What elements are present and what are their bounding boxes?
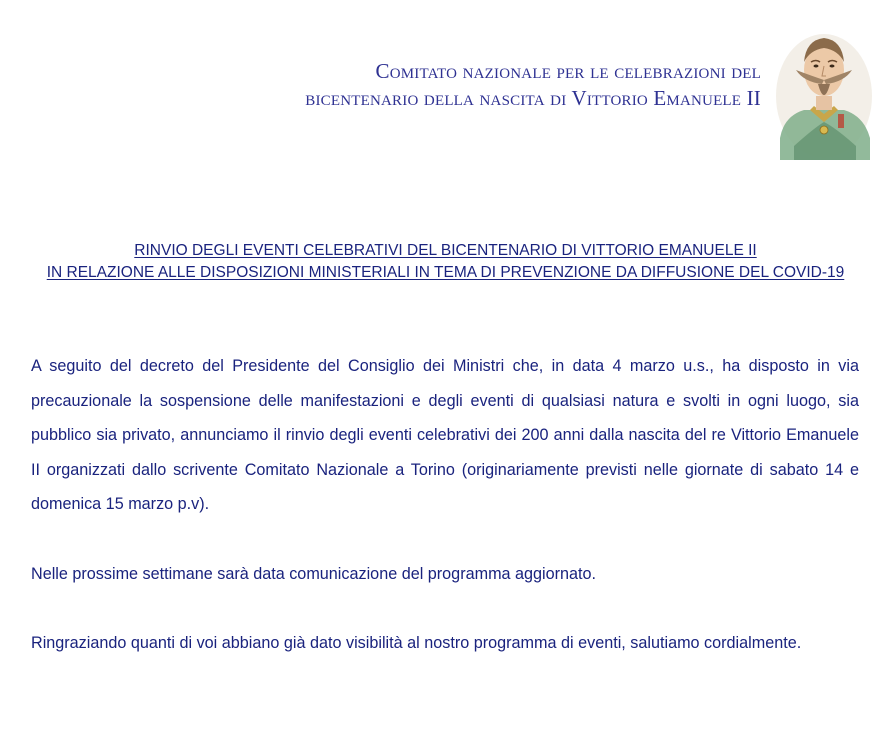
header-line-2: bicentenario della nascita di Vittorio Emanuele II [305, 86, 761, 110]
title-line-1: RINVIO DEGLI EVENTI CELEBRATIVI DEL BICENTENARIO DI VITTORIO EMANUELE II [134, 242, 757, 259]
announcement-title [0, 240, 891, 284]
committee-header [305, 58, 761, 112]
vittorio-emanuele-portrait [774, 18, 874, 160]
paragraph-thanks: Ringraziando quanti di voi abbiano già dato visibilità al nostro programma di eventi, salutiamo cordialmente. [31, 634, 802, 652]
paragraph-decree: A seguito del decreto del Presidente del Consiglio dei Ministri che, in data 4 marzo u.s., ha disposto in via precauzionale la sospensione delle manifestazioni e degli eventi di qualsiasi natura e svolti in ogni luogo, sia pubblico sia privato, annunciamo il rinvio degli eventi celebrativi dei 200 anni dalla nascita del re Vittorio Emanuele II organizzati dallo scrivente Comitato Nazionale a Torino (originariamente previsti nelle giornate di sabato 14 e domenica 15 marzo p.v). [31, 357, 859, 513]
header-line-1: Comitato nazionale per le celebrazioni del [375, 59, 761, 83]
title-line-2: IN RELAZIONE ALLE DISPOSIZIONI MINISTERIALI IN TEMA DI PREVENZIONE DA DIFFUSIONE DEL COVID-19 [46, 264, 845, 281]
paragraph-update: Nelle prossime settimane sarà data comunicazione del programma aggiornato. [31, 565, 597, 583]
